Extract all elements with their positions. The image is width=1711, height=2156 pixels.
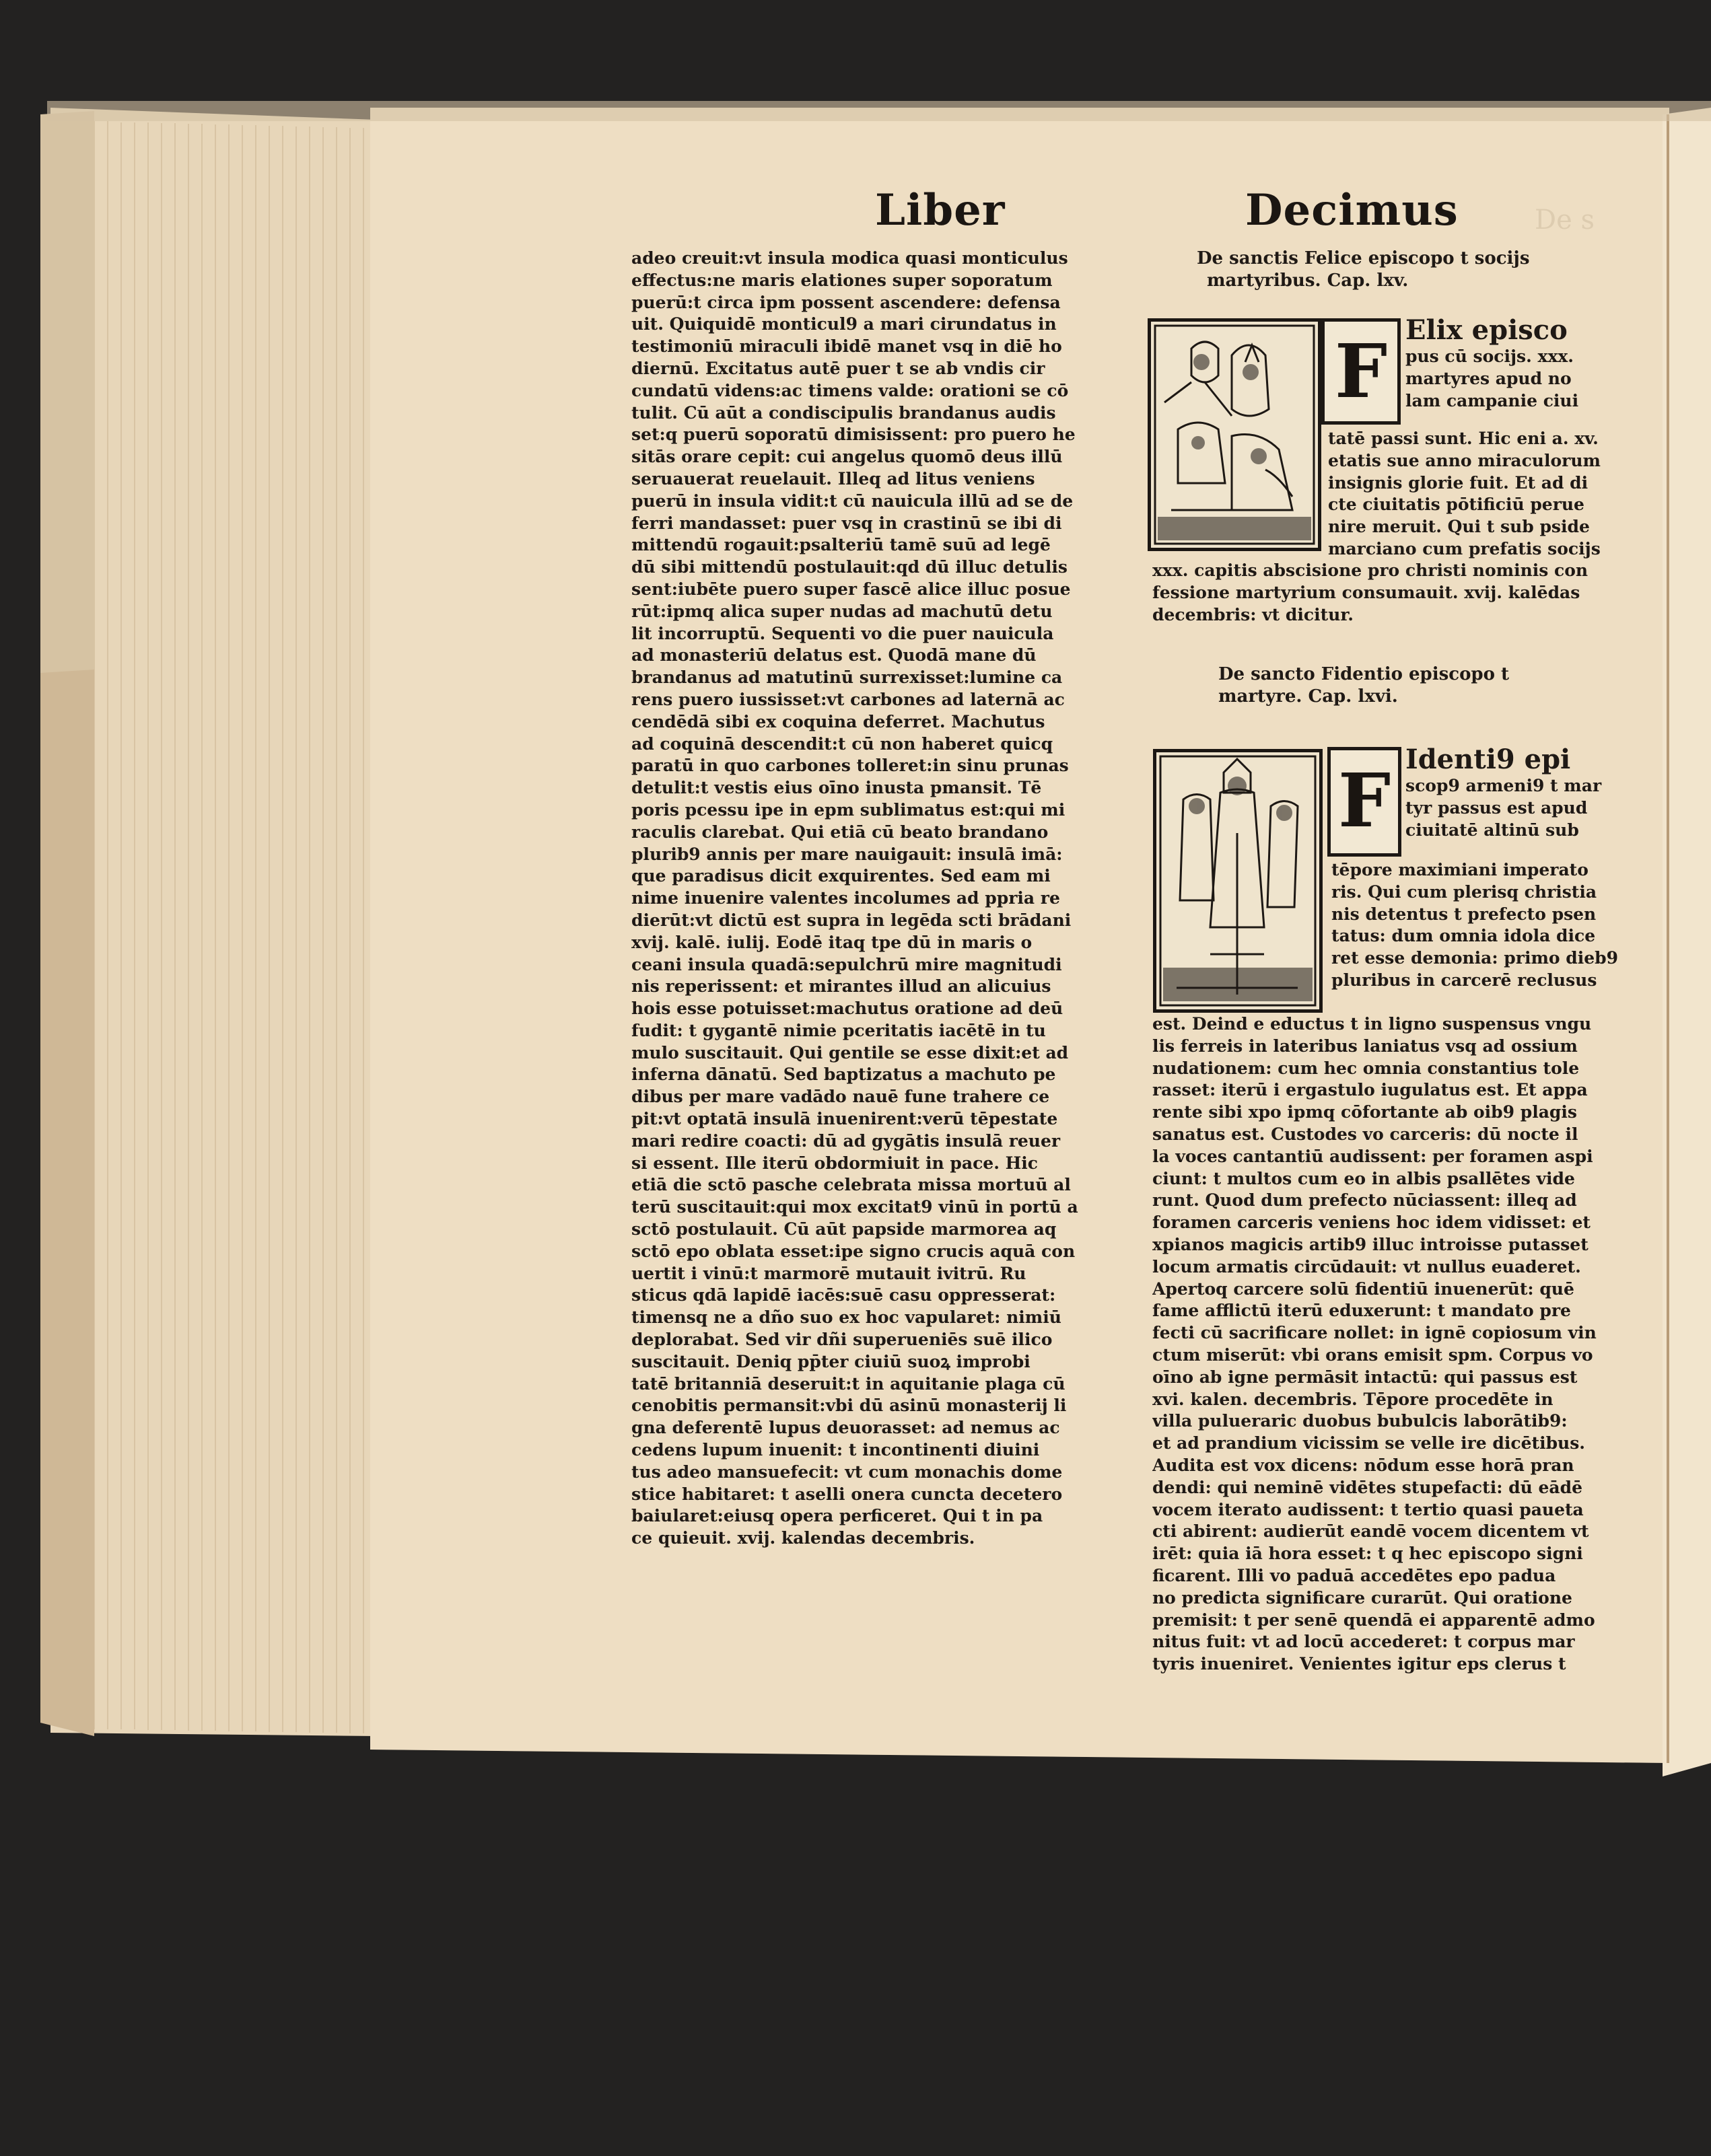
text-line: nudationem: cum hec omnia constantius tole xyxy=(1152,1058,1580,1078)
text-line: decembris: vt dicitur. xyxy=(1152,604,1354,624)
text-line: mulo suscitauit. Qui gentile se esse dixit:et ad xyxy=(631,1042,1069,1063)
text-line: ad coquinā descendit:t cū non haberet quicq xyxy=(631,733,1053,754)
woodcut-fidentius-illustration xyxy=(1153,749,1323,1013)
text-line: sent:iubēte puero super fascē alice illuc posue xyxy=(631,579,1071,599)
text-line: puerū in insula vidit:t cū nauicula illū ad se de xyxy=(631,491,1074,511)
chapter-heading-line: De sanctis Felice episcopo t socijs xyxy=(1197,248,1530,268)
text-line: dū sibi mittendū postulauit:qd dū illuc detulis xyxy=(631,557,1068,577)
felix-text-mid xyxy=(1328,428,1638,561)
svg-text:De s: De s xyxy=(1535,205,1595,236)
text-line: xvij. kalē. iulij. Eodē itaq tpe dū in maris o xyxy=(631,932,1033,952)
text-line: tēpore maximiani imperato xyxy=(1331,860,1588,879)
text-line: plurib9 annis per mare nauigauit: insulā imā: xyxy=(631,844,1063,864)
text-line: est. Deind e eductus t in ligno suspensus vngu xyxy=(1152,1014,1592,1034)
chapter-heading-line: martyre. Cap. lxvi. xyxy=(1218,686,1398,707)
left-text-column xyxy=(631,248,1133,1550)
text-line: baiularet:eiusq opera perficeret. Qui t in pa xyxy=(631,1506,1043,1526)
text-line: runt. Quod dum prefecto nūciassent: illeq ad xyxy=(1152,1190,1577,1211)
text-line: irēt: quia iā hora esset: t q hec episcopo signi xyxy=(1152,1544,1583,1564)
text-line: nis detentus t prefecto psen xyxy=(1331,904,1597,924)
text-line: fudit: t gygantē nimie pceritatis iacētē in tu xyxy=(631,1020,1046,1040)
text-line: nis reperissent: et mirantes illud an alicuius xyxy=(631,976,1051,997)
text-line: vocem iterato audissent: t tertio quasi paueta xyxy=(1152,1499,1584,1519)
text-line: pluribus in carcerē reclusus xyxy=(1331,970,1597,990)
felix-text-full xyxy=(1152,560,1637,626)
text-line: xvi. kalen. decembris. Tēpore procedēte in xyxy=(1152,1389,1553,1409)
text-line: no predicta significare curarūt. Qui oratione xyxy=(1152,1587,1572,1608)
text-line: cedens lupum inuenit: t incontinenti diuini xyxy=(631,1440,1040,1460)
text-line: si essent. Ille iterū obdormiuit in pace. Hic xyxy=(631,1153,1038,1173)
felix-chapter-heading xyxy=(1197,248,1601,292)
text-line: sctō postulauit. Cū aūt papside marmorea aq xyxy=(631,1219,1057,1239)
text-line: locum armatis circūdauit: vt nullus euaderet. xyxy=(1152,1256,1581,1277)
text-line: poris pcessu ipe in epm sublimatus est:qui mi xyxy=(631,799,1066,820)
text-line: tatus: dum omnia idola dice xyxy=(1331,926,1596,946)
text-line: Elix episco xyxy=(1405,316,1568,346)
text-line: timensq ne a dño suo ex hoc vapularet: nimiū xyxy=(631,1307,1061,1328)
text-line: mittendū rogauit:psalteriū tamē suū ad legē xyxy=(631,535,1051,555)
chapter-heading-line: De sancto Fidentio episcopo t xyxy=(1218,664,1509,684)
fidentius-text-narrow xyxy=(1405,746,1638,841)
text-line: pus cū socijs. xxx. xyxy=(1405,347,1574,366)
decorated-initial-f: F xyxy=(1327,747,1401,857)
woodcut-felix-illustration xyxy=(1148,318,1321,551)
text-line: dibus per mare vadādo nauē fune trahere ce xyxy=(631,1087,1050,1107)
text-line: ciuitatē altinū sub xyxy=(1405,820,1579,840)
text-line: fame afflictū iterū eduxerunt: t mandato pre xyxy=(1152,1301,1571,1321)
text-line: ris. Qui cum plerisq christia xyxy=(1331,882,1597,902)
text-line: oīno ab igne permāsit intactū: qui passus est xyxy=(1152,1367,1578,1387)
text-line: premisit: t per senē quendā ei apparentē admo xyxy=(1152,1610,1595,1630)
text-line: adeo creuit:vt insula modica quasi monticulus xyxy=(631,248,1068,268)
text-line: insignis glorie fuit. Et ad di xyxy=(1328,472,1588,493)
text-line: cti abirent: audierūt eandē vocem dicentem vt xyxy=(1152,1521,1589,1542)
text-line: tatē passi sunt. Hic eni a. xv. xyxy=(1328,429,1599,448)
text-line: puerū:t circa ipm possent ascendere: defensa xyxy=(631,292,1061,312)
text-line: testimoniū miraculi ibidē manet vsq in diē ho xyxy=(631,336,1062,357)
text-line: ciunt: t multos cum eo in albis psallētes vide xyxy=(1152,1168,1575,1188)
text-line: tyris inueniret. Venientes igitur eps clerus t xyxy=(1152,1654,1566,1674)
text-line: tatē britanniā deseruit:t in aquitanie plaga cū xyxy=(631,1373,1066,1394)
text-line: gna deferentē lupus deuorasset: ad nemus ac xyxy=(631,1418,1060,1438)
text-line: sticus qdā lapidē iacēs:suē casu oppresserat: xyxy=(631,1285,1056,1305)
text-line: rūt:ipmq alica super nudas ad machutū detu xyxy=(631,601,1053,621)
text-line: uertit i vinū:t marmorē mutauit ivitrū. Ru xyxy=(631,1263,1026,1283)
text-line: dierūt:vt dictū est supra in legēda scti brādani xyxy=(631,910,1072,930)
chapter-heading-line: martyribus. Cap. lxv. xyxy=(1207,270,1409,291)
text-line: ferri mandasset: puer vsq in crastinū se ibi di xyxy=(631,513,1062,533)
text-line: etiā die sctō pasche celebrata missa mortuū al xyxy=(631,1175,1071,1195)
text-line: ctum miserūt: vbi orans emisit spm. Corpus vo xyxy=(1152,1344,1593,1365)
text-line: stice habitaret: t aselli onera cuncta decetero xyxy=(631,1484,1063,1504)
text-line: villa pulueraric duobus bubulcis laborātib9: xyxy=(1152,1411,1568,1431)
text-line: cte ciuitatis pōtificiū perue xyxy=(1328,495,1584,515)
text-line: seruauerat reuelauit. Illeq ad litus veniens xyxy=(631,468,1035,489)
text-line: uit. Quiquidē monticul9 a mari cirundatus in xyxy=(631,314,1057,334)
text-line: Audita est vox dicens: nōdum esse horā pran xyxy=(1152,1455,1574,1475)
text-line: fecti cū sacrificare nollet: in ignē copiosum vin xyxy=(1152,1323,1597,1343)
text-line: foramen carceris veniens hoc idem vidisset: et xyxy=(1152,1213,1591,1233)
text-line: cendēdā sibi ex coquina deferret. Machutus xyxy=(631,711,1045,731)
woodcut-felix-image xyxy=(1151,322,1318,548)
fidentius-chapter-heading xyxy=(1218,663,1622,708)
fidentius-text-full xyxy=(1152,1013,1637,1676)
text-line: rente sibi xpo ipmq cōfortante ab oib9 plagis xyxy=(1152,1102,1577,1122)
text-line: xxx. capitis abscisione pro christi nominis con xyxy=(1152,561,1588,580)
text-line: nire meruit. Qui t sub pside xyxy=(1328,517,1590,537)
text-line: raculis clarebat. Qui etiā cū beato brandano xyxy=(631,822,1049,842)
text-line: nitus fuit: vt ad locū accederet: t corpus mar xyxy=(1152,1632,1575,1652)
fidentius-text-mid xyxy=(1331,859,1638,992)
text-line: martyres apud no xyxy=(1405,368,1572,388)
text-line: ceani insula quadā:sepulchrū mire magnitudi xyxy=(631,954,1062,974)
text-line: cenobitis permansit:vbi dū asinū monasterij li xyxy=(631,1396,1067,1416)
text-line: cundatū videns:ac timens valde: orationi se cō xyxy=(631,380,1069,400)
text-line: mari redire coacti: dū ad gygātis insulā reuer xyxy=(631,1130,1061,1151)
text-line: lis ferreis in lateribus laniatus vsq ad ossium xyxy=(1152,1036,1578,1056)
woodcut-fidentius-image xyxy=(1156,752,1319,1009)
text-line: tus adeo mansuefecit: vt cum monachis dome xyxy=(631,1462,1063,1482)
text-line: hois esse potuisset:machutus oratione ad deū xyxy=(631,999,1063,1019)
text-line: brandanus ad matutinū surrexisset:lumine ca xyxy=(631,668,1063,688)
text-line: terū suscitauit:qui mox excitat9 vinū in portū a xyxy=(631,1197,1078,1217)
text-line: ret esse demonia: primo dieb9 xyxy=(1331,948,1619,968)
text-line: rasset: iterū i ergastulo iugulatus est. Et appa xyxy=(1152,1080,1588,1100)
text-line: ficarent. Illi vo paduā accedētes epo padua xyxy=(1152,1565,1556,1585)
text-line: dendi: qui neminē vidētes stupefacti: dū eādē xyxy=(1152,1477,1582,1497)
text-line: que paradisus dicit exquirentes. Sed eam mi xyxy=(631,866,1051,886)
text-line: deplorabat. Sed vir dñi superueniēs suē ilico xyxy=(631,1330,1053,1350)
text-line: diernū. Excitatus autē puer t se ab vndis cir xyxy=(631,358,1045,378)
text-line: scop9 armeni9 t mar xyxy=(1405,776,1602,795)
text-line: et ad prandium vicissim se velle ire dicētibus. xyxy=(1152,1433,1586,1453)
text-line: tyr passus est apud xyxy=(1405,797,1588,818)
text-line: sitās orare cepit: cui angelus quomō deus illū xyxy=(631,447,1063,467)
text-line: effectus:ne maris elationes super soporatum xyxy=(631,270,1053,290)
text-line: fessione martyrium consumauit. xvij. kalēdas xyxy=(1152,582,1580,602)
running-header-liber: Liber xyxy=(875,185,1006,236)
text-line: paratū in quo carbones tolleret:in sinu prunas xyxy=(631,756,1069,776)
text-line: tulit. Cū aūt a condiscipulis brandanus audis xyxy=(631,402,1056,423)
text-line: lit incorruptū. Sequenti vo die puer nauicula xyxy=(631,623,1054,643)
running-header-decimus: Decimus xyxy=(1245,185,1459,236)
text-line: xpianos magicis artib9 illuc introisse putasset xyxy=(1152,1234,1588,1254)
felix-text-narrow xyxy=(1405,316,1638,412)
text-line: nime inuenire valentes incolumes ad ppria re xyxy=(631,888,1060,908)
text-line: ce quieuit. xvij. kalendas decembris. xyxy=(631,1528,975,1548)
text-line: sctō epo oblata esset:ipe signo crucis aquā con xyxy=(631,1241,1076,1261)
text-line: lam campanie ciui xyxy=(1405,390,1579,410)
text-line: suscitauit. Deniq pp̄ter ciuiū suoꝝ improbi xyxy=(631,1351,1031,1371)
text-line: detulit:t vestis eius oīno inusta pmansit. Tē xyxy=(631,778,1042,798)
text-line: etatis sue anno miraculorum xyxy=(1328,450,1601,470)
text-line: Apertoq carcere solū fidentiū inuenerūt: quē xyxy=(1152,1279,1574,1299)
text-line: pit:vt optatā insulā inuenirent:verū tēpestate xyxy=(631,1109,1058,1129)
text-line: inferna dānatū. Sed baptizatus a machuto pe xyxy=(631,1065,1056,1085)
text-line: rens puero iussisset:vt carbones ad laternā ac xyxy=(631,689,1065,709)
text-line: ad monasteriū delatus est. Quodā mane dū xyxy=(631,645,1037,666)
text-line: marciano cum prefatis socijs xyxy=(1328,538,1601,559)
text-line: Identi9 epi xyxy=(1405,746,1571,775)
text-line: la voces cantantiū audissent: per foramen aspi xyxy=(1152,1146,1593,1166)
text-line: sanatus est. Custodes vo carceris: dū nocte il xyxy=(1152,1124,1578,1144)
text-line: set:q puerū soporatū dimisissent: pro puero he xyxy=(631,425,1076,445)
decorated-initial-f: F xyxy=(1321,318,1401,425)
